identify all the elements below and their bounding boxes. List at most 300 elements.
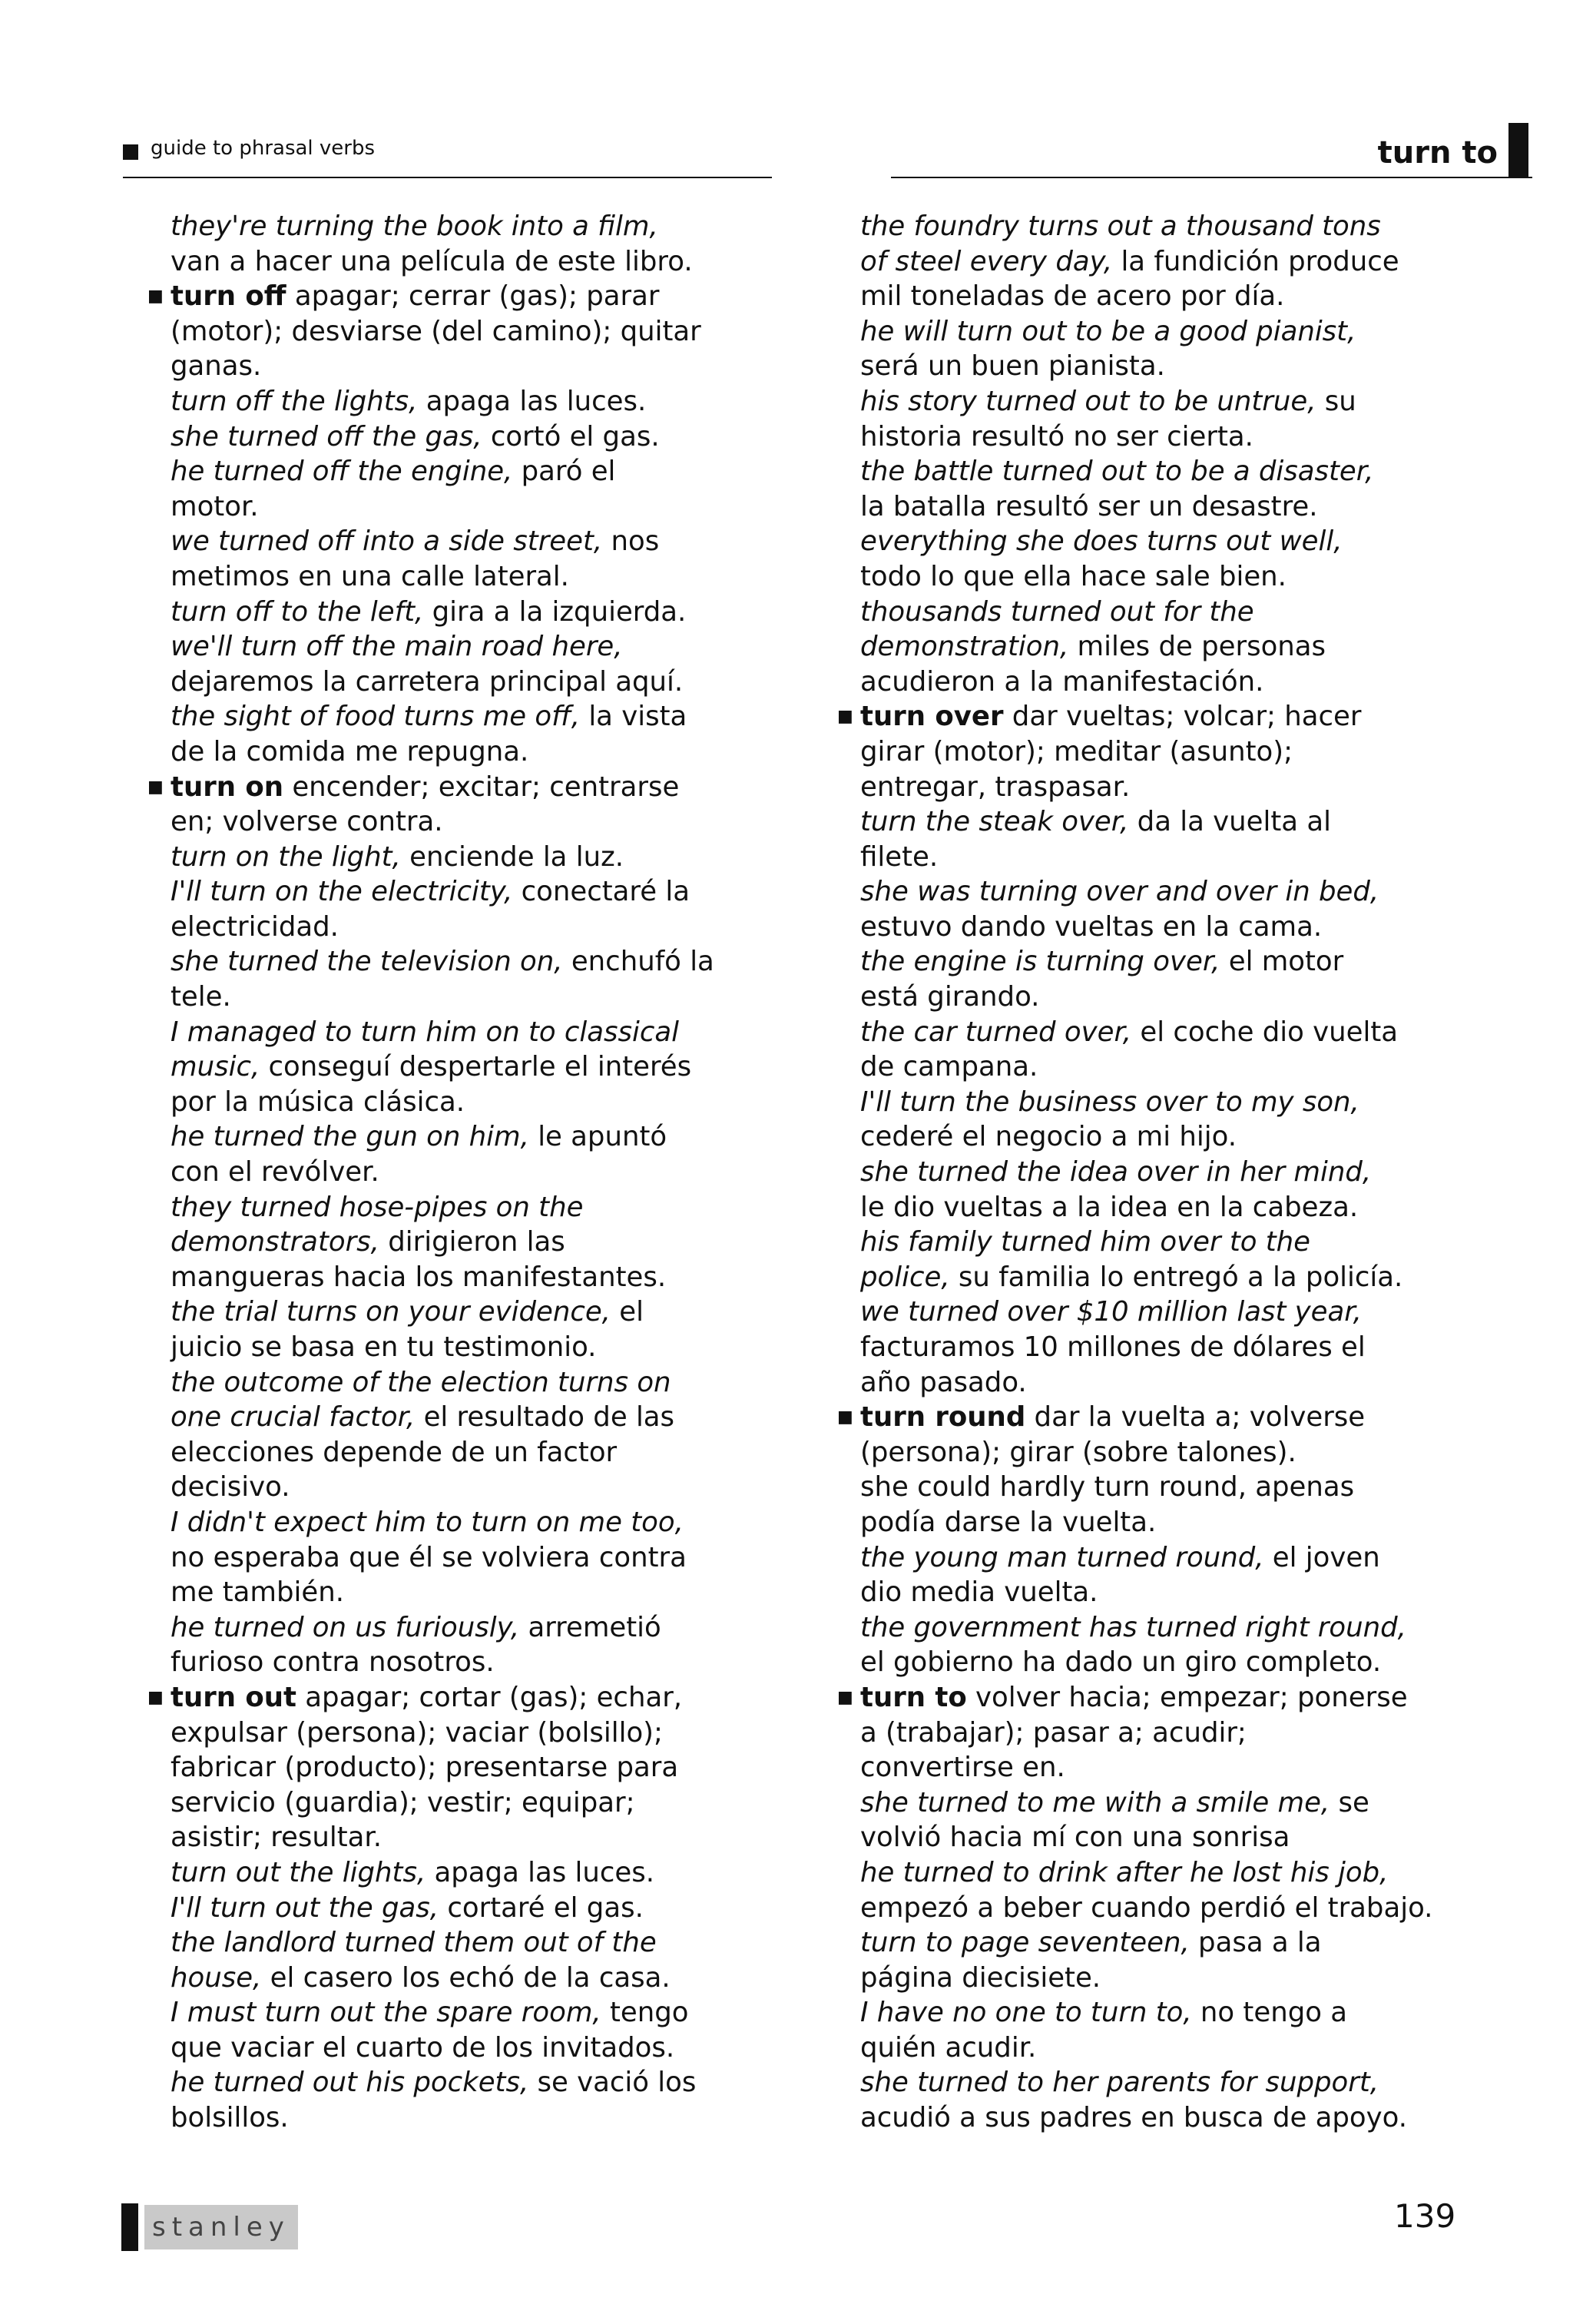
- translation-text: le apuntó: [528, 1121, 667, 1153]
- translation-text: elecciones depende de un factor: [171, 1436, 618, 1468]
- example-phrase: the young man turned round,: [860, 1541, 1264, 1573]
- text-line: [171, 874, 785, 910]
- text-line: [171, 629, 785, 665]
- text-line: [171, 1190, 785, 1225]
- example-entry: [860, 1925, 1536, 1995]
- example-phrase: I'll turn the business over to my son,: [860, 1086, 1359, 1118]
- example-phrase: he turned on us furiously,: [171, 1611, 520, 1643]
- example-entry: [171, 524, 785, 594]
- text-line: [860, 874, 1536, 910]
- text-line: [860, 770, 1536, 805]
- translation-text: pasa a la: [1189, 1927, 1322, 1959]
- translation-text: su familia lo entregó a la policía.: [949, 1261, 1403, 1293]
- translation-text: motor.: [171, 490, 259, 522]
- translation-text: todo lo que ella hace sale bien.: [860, 560, 1287, 592]
- text-line: [171, 1295, 785, 1330]
- translation-text: volvió hacia mí con una sonrisa: [860, 1822, 1290, 1854]
- translation-text: no esperaba que él se volviera contra: [171, 1541, 687, 1573]
- bullet-icon: ■: [837, 707, 853, 727]
- translation-text: servicio (guardia); vestir; equipar;: [171, 1786, 635, 1818]
- text-line: [171, 1575, 785, 1610]
- example-entry: [171, 1891, 785, 1926]
- text-line: [171, 1505, 785, 1540]
- text-line: [171, 1855, 785, 1891]
- text-line: [171, 1820, 785, 1855]
- text-line: [860, 1085, 1536, 1120]
- translation-text: dirigieron las: [379, 1226, 565, 1258]
- translation-text: se: [1330, 1786, 1369, 1818]
- example-phrase: she turned to her parents for support,: [860, 2067, 1379, 2099]
- text-line: [860, 1015, 1536, 1050]
- text-line: [860, 209, 1536, 244]
- translation-text: (persona); girar (sobre talones).: [860, 1436, 1296, 1468]
- text-line: [860, 1610, 1536, 1646]
- headword-entry: [147, 770, 785, 840]
- text-line: [860, 1505, 1536, 1540]
- text-line: [860, 314, 1536, 350]
- example-phrase: the government has turned right round,: [860, 1611, 1406, 1643]
- example-entry: [860, 1785, 1536, 1855]
- text-line: [860, 804, 1536, 840]
- example-phrase: demonstrators,: [171, 1226, 379, 1258]
- text-line: [860, 244, 1536, 280]
- text-line: [171, 1260, 785, 1295]
- example-entry: [171, 1855, 785, 1891]
- example-entry: [171, 1925, 785, 1995]
- example-phrase: turn off to the left,: [171, 595, 424, 628]
- text-line: [860, 1435, 1536, 1470]
- text-line: [171, 1225, 785, 1260]
- text-line: [860, 349, 1536, 384]
- translation-text: a (trabajar); pasar a; acudir;: [860, 1716, 1247, 1749]
- translation-text: apaga las luces.: [426, 1856, 655, 1888]
- text-line: [171, 1645, 785, 1680]
- translation-text: cortaré el gas.: [439, 1891, 644, 1924]
- example-entry: [171, 699, 785, 769]
- translation-text: el coche dio vuelta: [1131, 1016, 1399, 1048]
- example-entry: [171, 1295, 785, 1364]
- translation-text: encender; excitar; centrarse: [283, 771, 680, 803]
- example-entry: [860, 595, 1536, 700]
- example-entry: [860, 1155, 1536, 1225]
- translation-text: conseguí despertarle el interés: [260, 1051, 692, 1083]
- example-phrase: he will turn out to be a good pianist,: [860, 315, 1356, 347]
- example-entry: [171, 1190, 785, 1295]
- example-phrase: they turned hose-pipes on the: [171, 1191, 584, 1223]
- translation-text: su: [1316, 385, 1356, 417]
- translation-text: el: [610, 1296, 644, 1328]
- example-entry: [860, 1015, 1536, 1085]
- text-line: [171, 1995, 785, 2031]
- text-line: [860, 1995, 1536, 2031]
- example-entry: [860, 804, 1536, 874]
- example-phrase: I didn't expect him to turn on me too,: [171, 1506, 684, 1538]
- text-line: [860, 1330, 1536, 1365]
- example-entry: [860, 314, 1536, 384]
- text-line: [860, 559, 1536, 595]
- example-entry: [171, 595, 785, 630]
- translation-text: da la vuelta al: [1128, 806, 1331, 838]
- translation-text: facturamos 10 millones de dólares el: [860, 1331, 1366, 1363]
- text-line: [171, 804, 785, 840]
- text-line: [860, 2065, 1536, 2100]
- example-entry: [860, 874, 1536, 944]
- example-phrase: she turned the television on,: [171, 946, 563, 978]
- text-line: [171, 1680, 785, 1716]
- example-phrase: she turned off the gas,: [171, 420, 482, 453]
- translation-text: metimos en una calle lateral.: [171, 560, 569, 592]
- example-phrase: the foundry turns out a thousand tons: [860, 211, 1381, 242]
- text-line: [171, 489, 785, 525]
- text-line: [171, 454, 785, 489]
- translation-text: convertirse en.: [860, 1752, 1065, 1784]
- translation-text: podía darse la vuelta.: [860, 1506, 1157, 1538]
- translation-text: miles de personas: [1068, 631, 1326, 663]
- translation-text: mangueras hacia los manifestantes.: [171, 1261, 667, 1293]
- translation-text: que vaciar el cuarto de los invitados.: [171, 2031, 675, 2064]
- example-entry: [171, 1995, 785, 2065]
- text-line: [171, 2031, 785, 2066]
- header-square-marker: [123, 144, 138, 160]
- translation-text: decisivo.: [171, 1471, 290, 1503]
- example-phrase: we turned over $10 million last year,: [860, 1296, 1362, 1328]
- headword: turn out: [171, 1681, 297, 1713]
- text-line: [860, 734, 1536, 770]
- example-phrase: we'll turn off the main road here,: [171, 631, 623, 663]
- headword-entry: [837, 699, 1536, 804]
- example-entry: [171, 874, 785, 944]
- example-phrase: we turned off into a side street,: [171, 525, 603, 558]
- bullet-icon: ■: [147, 777, 164, 797]
- translation-text: nos: [602, 525, 660, 558]
- text-line: [860, 1365, 1536, 1401]
- headword: turn round: [860, 1401, 1026, 1434]
- translation-text: cortó el gas.: [482, 420, 660, 453]
- example-entry: [171, 944, 785, 1014]
- text-line: [860, 454, 1536, 489]
- translation-text: apagar; cortar (gas); echar,: [296, 1681, 683, 1713]
- text-line: [860, 595, 1536, 630]
- translation-text: arremetió: [519, 1611, 661, 1643]
- text-line: [171, 209, 785, 244]
- text-line: [171, 1470, 785, 1505]
- text-line: [860, 524, 1536, 559]
- text-line: [171, 1610, 785, 1646]
- example-entry: [171, 1365, 785, 1505]
- translation-text: el gobierno ha dado un giro completo.: [860, 1646, 1382, 1679]
- text-line: [860, 1470, 1536, 1505]
- text-line: [171, 1891, 785, 1926]
- text-line: [860, 1119, 1536, 1155]
- example-phrase: his story turned out to be untrue,: [860, 385, 1316, 417]
- text-line: [171, 1750, 785, 1785]
- translation-text: fabricar (producto); presentarse para: [171, 1752, 679, 1784]
- translation-text: cederé el negocio a mi hijo.: [860, 1121, 1237, 1153]
- text-line: [860, 840, 1536, 875]
- example-entry: [171, 1015, 785, 1120]
- text-line: [860, 1540, 1536, 1576]
- headword: turn off: [171, 280, 286, 313]
- text-line: [171, 770, 785, 805]
- text-line: [171, 1961, 785, 1996]
- translation-text: no tengo a: [1191, 1997, 1347, 2029]
- headword: turn on: [171, 771, 284, 803]
- example-phrase: the engine is turning over,: [860, 946, 1220, 978]
- text-line: [860, 944, 1536, 980]
- translation-text: empezó a beber cuando perdió el trabajo.: [860, 1891, 1433, 1924]
- translation-text: dar la vuelta a; volverse: [1025, 1401, 1366, 1434]
- example-entry: [171, 384, 785, 419]
- translation-text: el joven: [1263, 1541, 1380, 1573]
- translation-text: conectaré la: [512, 876, 690, 908]
- text-line: [171, 384, 785, 419]
- headword-entry: [837, 1680, 1536, 1785]
- headword-entry: [837, 1400, 1536, 1470]
- text-line: [860, 1049, 1536, 1085]
- translation-text: dejaremos la carretera principal aquí.: [171, 665, 684, 698]
- example-phrase: she turned the idea over in her mind,: [860, 1156, 1372, 1189]
- text-line: [171, 244, 785, 280]
- text-line: [860, 384, 1536, 419]
- translation-text: (motor); desviarse (del camino); quitar: [171, 315, 701, 347]
- example-entry: [171, 840, 785, 875]
- example-entry: [860, 209, 1536, 314]
- text-line: [171, 1435, 785, 1470]
- example-phrase: he turned out his pockets,: [171, 2067, 529, 2099]
- translation-text: estuvo dando vueltas en la cama.: [860, 910, 1323, 943]
- headword: turn over: [860, 701, 1004, 733]
- translation-text: por la música clásica.: [171, 1086, 465, 1118]
- example-phrase: demonstration,: [860, 631, 1069, 663]
- example-phrase: everything she does turns out well,: [860, 525, 1343, 558]
- example-phrase: he turned off the engine,: [171, 456, 513, 488]
- text-line: [860, 1855, 1536, 1891]
- example-phrase: the battle turned out to be a disaster,: [860, 456, 1374, 488]
- example-entry: [860, 1540, 1536, 1610]
- text-line: [860, 1155, 1536, 1190]
- headword-entry: [147, 1680, 785, 1855]
- translation-text: gira a la izquierda.: [423, 595, 687, 628]
- example-entry: [171, 1119, 785, 1189]
- text-line: [171, 595, 785, 630]
- text-line: [171, 1155, 785, 1190]
- translation-text: asistir; resultar.: [171, 1822, 382, 1854]
- text-line: [860, 1750, 1536, 1785]
- text-line: [171, 1119, 785, 1155]
- translation-text: entregar, traspasar.: [860, 771, 1131, 803]
- bullet-icon: ■: [147, 287, 164, 307]
- bullet-icon: ■: [147, 1687, 164, 1707]
- header-rule-right: [891, 177, 1532, 178]
- translation-text: tengo: [601, 1997, 689, 2029]
- text-line: [860, 629, 1536, 665]
- right-column: [837, 209, 1536, 2136]
- example-entry: [860, 944, 1536, 1014]
- translation-text: girar (motor); meditar (asunto);: [860, 735, 1293, 767]
- translation-text: me también.: [171, 1576, 344, 1609]
- translation-text: año pasado.: [860, 1366, 1027, 1398]
- example-phrase: I must turn out the spare room,: [171, 1997, 601, 2029]
- footer-bar-marker: [121, 2203, 138, 2251]
- example-phrase: she was turning over and over in bed,: [860, 876, 1379, 908]
- example-entry: [860, 384, 1536, 454]
- translation-text: el casero los echó de la casa.: [261, 1961, 671, 1994]
- translation-text: apagar; cerrar (gas); parar: [286, 280, 660, 313]
- text-line: [860, 699, 1536, 734]
- text-line: [171, 419, 785, 455]
- translation-text: la fundición produce: [1112, 245, 1399, 277]
- text-line: [171, 1085, 785, 1120]
- example-phrase: turn out the lights,: [171, 1856, 426, 1888]
- text-line: [171, 1716, 785, 1751]
- text-line: [860, 1190, 1536, 1225]
- translation-text: historia resultó no ser cierta.: [860, 420, 1253, 453]
- text-line: [171, 665, 785, 700]
- header-rule-left: [123, 177, 772, 178]
- example-phrase: they're turning the book into a film,: [171, 211, 658, 242]
- text-line: [171, 1540, 785, 1576]
- translation-text: tele.: [171, 981, 231, 1013]
- example-entry: [171, 1505, 785, 1610]
- translation-text: bolsillos.: [171, 2102, 289, 2134]
- bullet-icon: ■: [837, 1687, 853, 1707]
- text-line: [171, 349, 785, 384]
- header-bar-marker: [1508, 123, 1528, 177]
- example-phrase: turn the steak over,: [860, 806, 1129, 838]
- example-phrase: I'll turn out the gas,: [171, 1891, 439, 1924]
- example-entry: [860, 1085, 1536, 1155]
- example-entry: [860, 1610, 1536, 1680]
- text-line: [860, 279, 1536, 314]
- text-line: [860, 1645, 1536, 1680]
- example-phrase: he turned the gun on him,: [171, 1121, 529, 1153]
- text-line: [171, 840, 785, 875]
- example-entry: [171, 209, 785, 279]
- text-line: [171, 1925, 785, 1961]
- page-number: 139: [1394, 2197, 1456, 2235]
- translation-text: de la comida me repugna.: [171, 735, 529, 767]
- text-line: [860, 2031, 1536, 2066]
- translation-text: dar vueltas; volcar; hacer: [1003, 701, 1362, 733]
- example-entry: [860, 1470, 1536, 1540]
- text-line: [860, 1716, 1536, 1751]
- left-column: [147, 209, 785, 2136]
- translation-text: expulsar (persona); vaciar (bolsillo);: [171, 1716, 663, 1749]
- translation-text: la batalla resultó ser un desastre.: [860, 490, 1318, 522]
- example-entry: [171, 2065, 785, 2135]
- example-phrase: turn to page seventeen,: [860, 1927, 1190, 1959]
- example-entry: [860, 1995, 1536, 2065]
- example-phrase: police,: [860, 1261, 950, 1293]
- translation-text: volver hacia; empezar; ponerse: [966, 1681, 1408, 1713]
- translation-text: furioso contra nosotros.: [171, 1646, 495, 1679]
- translation-text: electricidad.: [171, 910, 339, 943]
- text-line: [171, 279, 785, 314]
- translation-text: juicio se basa en tu testimonio.: [171, 1331, 597, 1363]
- example-phrase: house,: [171, 1961, 262, 1994]
- example-phrase: turn off the lights,: [171, 385, 418, 417]
- entry-label: turn to: [1377, 135, 1498, 171]
- text-line: [860, 1820, 1536, 1855]
- example-entry: [171, 454, 785, 524]
- text-line: [171, 559, 785, 595]
- translation-text: está girando.: [860, 981, 1040, 1013]
- example-phrase: the landlord turned them out of the: [171, 1927, 657, 1959]
- translation-text: she could hardly turn round, apenas: [860, 1471, 1355, 1503]
- text-line: [860, 2100, 1536, 2136]
- text-line: [860, 489, 1536, 525]
- bullet-icon: ■: [837, 1407, 853, 1427]
- example-phrase: turn on the light,: [171, 840, 401, 873]
- text-line: [171, 1330, 785, 1365]
- example-phrase: the car turned over,: [860, 1016, 1132, 1048]
- example-phrase: the trial turns on your evidence,: [171, 1296, 611, 1328]
- translation-text: van a hacer una película de este libro.: [171, 245, 693, 277]
- example-entry: [860, 2065, 1536, 2135]
- text-line: [860, 1891, 1536, 1926]
- text-line: [860, 1575, 1536, 1610]
- text-line: [171, 1015, 785, 1050]
- text-line: [860, 665, 1536, 700]
- text-line: [860, 980, 1536, 1015]
- example-phrase: she turned to me with a smile me,: [860, 1786, 1330, 1818]
- publisher-brand: stanley: [144, 2205, 298, 2249]
- translation-text: apaga las luces.: [417, 385, 647, 417]
- translation-text: quién acudir.: [860, 2031, 1037, 2064]
- text-line: [171, 1785, 785, 1821]
- example-entry: [860, 1295, 1536, 1400]
- section-label: guide to phrasal verbs: [151, 137, 376, 160]
- text-line: [171, 980, 785, 1015]
- text-line: [171, 944, 785, 980]
- text-line: [171, 524, 785, 559]
- translation-text: de campana.: [860, 1051, 1038, 1083]
- translation-text: mil toneladas de acero por día.: [860, 280, 1285, 313]
- translation-text: filete.: [860, 840, 939, 873]
- text-line: [171, 699, 785, 734]
- translation-text: el resultado de las: [415, 1401, 675, 1434]
- text-line: [171, 1365, 785, 1401]
- translation-text: dio media vuelta.: [860, 1576, 1098, 1609]
- example-phrase: I managed to turn him on to classical: [171, 1016, 680, 1048]
- translation-text: acudió a sus padres en busca de apoyo.: [860, 2102, 1408, 2134]
- example-phrase: his family turned him over to the: [860, 1226, 1311, 1258]
- example-entry: [860, 1855, 1536, 1925]
- translation-text: enciende la luz.: [400, 840, 624, 873]
- text-line: [171, 1049, 785, 1085]
- text-line: [171, 734, 785, 770]
- example-phrase: music,: [171, 1051, 260, 1083]
- text-line: [860, 910, 1536, 945]
- example-phrase: the sight of food turns me off,: [171, 701, 581, 733]
- text-line: [860, 1225, 1536, 1260]
- example-entry: [860, 454, 1536, 524]
- translation-text: la vista: [580, 701, 687, 733]
- text-line: [860, 1260, 1536, 1295]
- headword-entry: [147, 279, 785, 384]
- translation-text: le dio vueltas a la idea en la cabeza.: [860, 1191, 1359, 1223]
- example-entry: [171, 419, 785, 455]
- text-line: [171, 2100, 785, 2136]
- translation-text: será un buen pianista.: [860, 350, 1165, 383]
- text-line: [860, 1785, 1536, 1821]
- translation-text: con el revólver.: [171, 1156, 379, 1189]
- example-entry: [171, 629, 785, 699]
- example-phrase: I have no one to turn to,: [860, 1997, 1192, 2029]
- example-phrase: of steel every day,: [860, 245, 1113, 277]
- text-line: [171, 910, 785, 945]
- translation-text: se vació los: [528, 2067, 697, 2099]
